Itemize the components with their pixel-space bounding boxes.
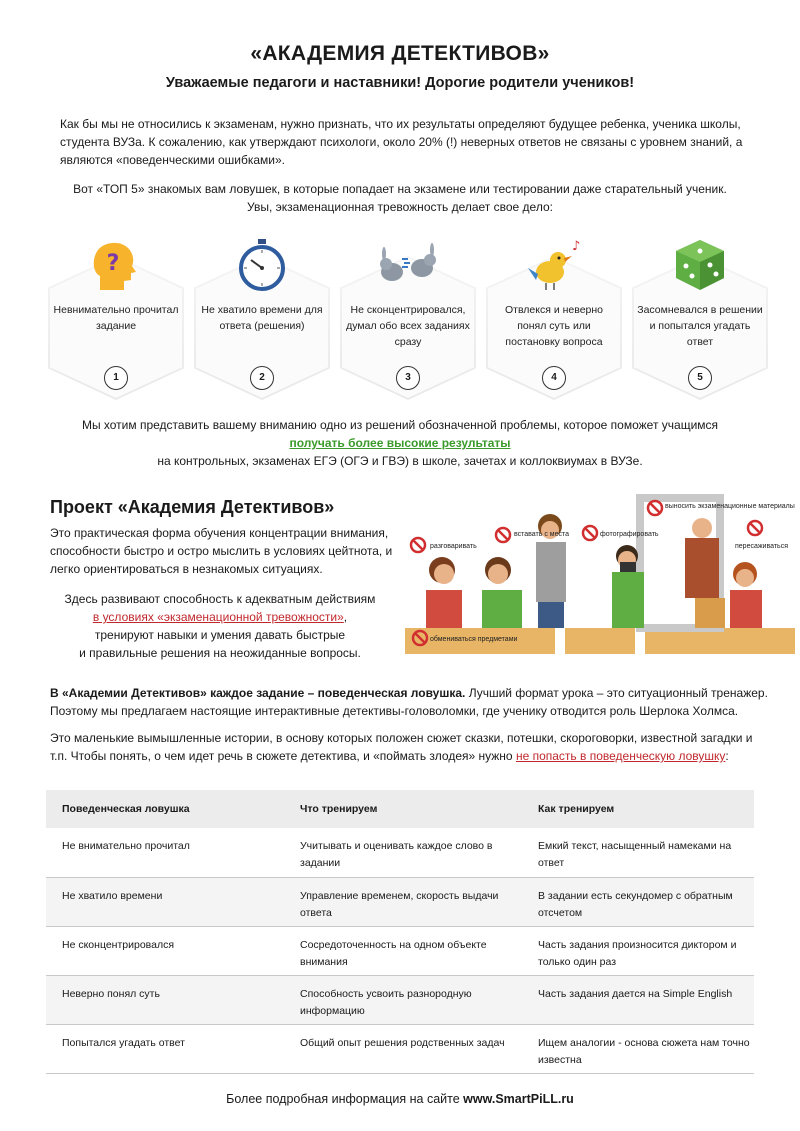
table-cell: Не сконцентрировался [46,926,284,975]
behavior-paragraph-2 [50,729,770,765]
behavior-rest: Лучший формат урока – это ситуационный тренажер. Поэтому мы предлагаем настоящие интерактивные детективы-головоломки, где ученику отводится роль Шерлока Холмса. [50,686,768,718]
traps-intro-line2: Увы, экзаменационная тревожность делает свое дело: [247,200,553,214]
scene-label-stand: вставать с места [514,531,570,538]
trap-card-4 [486,238,622,403]
offer-paragraph [0,416,800,470]
traps-row [48,238,768,403]
training-table [46,790,754,1074]
trap-card-2 [194,238,330,403]
scene-label-photo: фотографировать [600,531,659,538]
svg-text:?: ? [106,251,120,276]
project-paragraph-1: Это практическая форма обучения концентрации внимания, способности быстро и остро мыслить в условиях цейтнота, и легко ориентироваться в незнакомых ситуациях. [50,526,393,576]
trap-text: Не сконцентрировался, думал обо всех заданиях сразу [346,304,470,348]
behavior-bold: В «Академии Детективов» каждое задание – поведенческая ловушка. [50,686,466,700]
table-cell: Попытался угадать ответ [46,1024,284,1073]
table-cell: Неверно понял суть [46,975,284,1024]
project-para2-line4: и правильные решения на неожиданные вопросы. [79,646,361,660]
dice-icon [670,238,730,292]
stopwatch-icon [232,238,292,292]
table-header-trap: Поведенческая ловушка [46,790,284,828]
behavior-highlight: не попасть в поведенческую ловушку [515,749,726,763]
project-title: Проект «Академия Детективов» [50,497,335,517]
trap-text: Не хватило времени для ответа (решения) [201,304,323,332]
project-paragraph-2 [50,590,390,662]
behavior-paragraph-1 [50,684,770,720]
table-cell: Не хватило времени [46,877,284,926]
table-cell: Не внимательно прочитал [46,828,284,877]
table-cell: Способность усвоить разнородную информацию [284,975,522,1024]
scene-label-carry-out: выносить экзаменационные материалы [665,503,795,510]
svg-text:♪: ♪ [572,239,581,254]
table-header-row [46,790,754,828]
traps-intro-line1: Вот «ТОП 5» знакомых вам ловушек, в которые попадает на экзамене или тестировании даже старательный ученик. [73,182,727,196]
scene-label-exchange: обмениваться предметами [430,636,518,643]
table-cell: Часть задания произносится диктором и только один раз [522,926,754,975]
scene-label-swap: пересаживаться [735,543,788,550]
trap-text: Отвлекся и неверно понял суть или постановку вопроса [504,304,604,348]
table-row [46,877,754,926]
table-cell: Управление временем, скорость выдачи ответа [284,877,522,926]
table-cell: Ищем аналогии - основа сюжета нам точно известна [522,1024,754,1073]
table-cell: Общий опыт решения родственных задач [284,1024,522,1073]
trap-card-1 [48,238,184,403]
project-para2-line3: тренируют навыки и умения давать быстрые [94,628,346,642]
project-para2-highlight: в условиях «экзаменационной тревожности» [92,610,344,624]
traps-intro [0,180,800,216]
trap-card-5 [632,238,768,403]
table-cell: Часть задания дается на Simple English [522,975,754,1024]
table-cell: Емкий текст, насыщенный намеками на ответ [522,828,754,877]
table-row [46,828,754,877]
table-cell: В задании есть секундомер с обратным отсчетом [522,877,754,926]
table-header-what: Что тренируем [284,790,522,828]
offer-line1: Мы хотим представить вашему вниманию одно из решений обозначенной проблемы, которое поможет учащимся [81,418,719,432]
intro-paragraph: Как бы мы не относились к экзаменам, нужно признать, что их результаты определяют будущее ребенка, ученика школы, студента ВУЗа. К сожалению, как утверждают психологи, около 20% (!) неверных ответов не связаны с уровнем знаний, а являются «поведенческими ошибками». [60,117,743,167]
behavior-p2: Это маленькие вымышленные истории, в основу которых положен сюжет сказки, потешки, скороговорки, известной загадки и т.п. Чтобы понять, о чем идет речь в сюжете детектива, и «поймать злодея» нужно [50,731,753,763]
rabbits-icon [360,238,456,292]
trap-card-3 [340,238,476,403]
trap-number: 1 [104,366,128,390]
page-title: «АКАДЕМИЯ ДЕТЕКТИВОВ» [250,42,550,65]
trap-number: 2 [250,366,274,390]
offer-highlight: получать более высокие результаты [289,436,511,450]
table-row [46,1024,754,1073]
table-cell: Учитывать и оценивать каждое слово в задании [284,828,522,877]
question-head-icon [86,238,146,292]
footer-site-link[interactable]: www.SmartPiLL.ru [463,1092,574,1106]
behavior-colon: : [725,749,729,763]
project-para2-line1: Здесь развивают способность к адекватным действиям [64,592,376,606]
trap-number: 3 [396,366,420,390]
table-row [46,975,754,1024]
trap-number: 4 [542,366,566,390]
page-subtitle: Уважаемые педагоги и наставники! Дорогие родители учеников! [165,75,635,91]
footer [0,1092,800,1106]
comma: , [343,610,348,624]
trap-text: Невнимательно прочитал задание [53,304,179,332]
footer-text: Более подробная информация на сайте [226,1092,464,1106]
offer-line3: на контрольных, экзаменах ЕГЭ (ОГЭ и ГВЭ) в школе, зачетах и коллоквиумах в ВУЗе. [157,454,643,468]
table-row [46,926,754,975]
scene-label-talk: разговаривать [430,543,477,550]
classroom-illustration [400,478,800,660]
singing-bird-icon [524,238,584,292]
table-header-how: Как тренируем [522,790,754,828]
trap-text: Засомневался в решении и попытался угадать ответ [637,304,763,348]
table-cell: Сосредоточенность на одном объекте внимания [284,926,522,975]
trap-number: 5 [688,366,712,390]
